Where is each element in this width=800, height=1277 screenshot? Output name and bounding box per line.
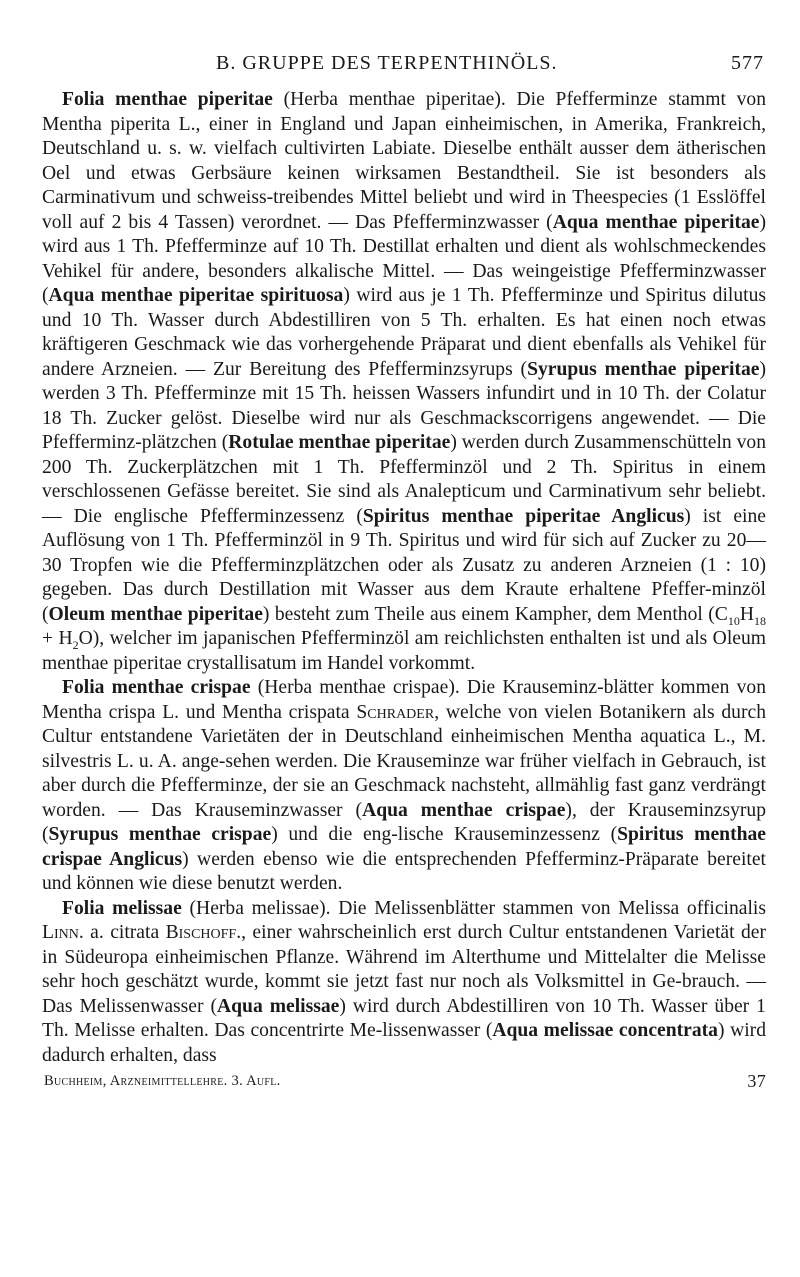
paragraph	[42, 897, 766, 1069]
text-run: ), der Krauseminzsyrup (	[42, 799, 766, 845]
text-run: ) werden ebenso wie die entsprechenden Pfefferminz-Präparate bereitet und können wie diese benutzt werden.	[42, 848, 766, 894]
page-number: 577	[731, 52, 764, 74]
text-run: (Herba menthae crispae). Die Krauseminz-blätter kommen von Mentha crispa L. und Mentha crispata	[42, 677, 766, 723]
paragraph	[42, 676, 766, 897]
bold-term: Oleum menthae piperitae	[48, 603, 263, 625]
author-name: Bischoff	[165, 922, 237, 943]
running-title: B. GRUPPE DES TERPENTHINÖLS.	[216, 52, 558, 74]
text-run: O), welcher im japanischen Pfefferminzöl am reichlichsten enthalten ist und als Oleum menthae piperitae crystallisatum im Handel vorkommt.	[42, 628, 767, 674]
text-run: , welche von vielen Botanikern als durch Cultur entstandene Varietäten der in Deutschland einheimischen Mentha aquatica L., M. silvestris L. u. A. ange-sehen werden. Die Krauseminze war früher vielfach in Gebrauch, ist aber durch die Pfefferminze, der sie an Geschmack nachsteht, allmählig fast ganz verdrängt worden. — Das Krauseminzwasser (	[42, 701, 766, 821]
text-run: ) wird dadurch erhalten, dass	[42, 1020, 766, 1066]
subscript: 10	[727, 613, 740, 628]
text-run: ) ist eine Auflösung von 1 Th. Pfefferminzöl in 9 Th. Spiritus und wird für sich auf Zucker zu 20—30 Tropfen wie die Pfefferminzplätzchen oder als Zusatz zu anderen Arzneien (1 : 10) gegeben. Das durch Destillation mit Wasser aus dem Kraute erhaltene Pfeffer-minzöl (	[42, 505, 766, 625]
bold-term: Rotulae menthae piperitae	[228, 432, 451, 453]
author-name: Schrader	[356, 701, 435, 723]
bold-term: Aqua menthae crispae	[362, 799, 566, 821]
running-header	[44, 52, 764, 82]
bold-term: Aqua melissae	[217, 995, 340, 1017]
author-name: Linn	[42, 922, 79, 943]
text-run: ., einer wahrscheinlich erst durch Cultur entstandenen Varietät der in Südeuropa einheimischen Pflanze. Während im Alterthume und Mittelalter die Melisse sehr hoch geschätzt wurde, kommt sie jetzt fast nur noch als Volksmittel in Ge-brauch. — Das Melissenwasser (	[42, 922, 766, 1017]
text-run: ) wird aus je 1 Th. Pfefferminze und Spiritus dilutus und 10 Th. Wasser durch Abdestilliren von 5 Th. erhalten. Es hat einen noch etwas kräftigeren Geschmack wie das vorhergehende Präparat und dient ebenfalls als Vehikel für andere Arzneien. — Zur Bereitung des Pfefferminzsyrups (	[42, 285, 767, 380]
text-run: (Herba menthae piperitae). Die Pfefferminze stammt von Mentha piperita L., einer in England und Japan einheimischen, in Amerika, Frankreich, Deutschland u. s. w. vielfach cultivirten Labiate. Dieselbe enthält ausser dem ätherischen Oel und etwas Gerbsäure keinen wirksamen Bestandtheil. Sie ist besonders als Carminativum und schweiss-treibendes Mittel beliebt und wird in Theespecies (1 Esslöffel voll auf 2 bis 4 Tassen) verordnet. — Das Pfefferminzwasser (	[42, 89, 767, 233]
text-run: ) besteht zum Theile aus einem Kampher, dem Menthol (C	[262, 603, 728, 625]
text-run: ) wird aus 1 Th. Pfefferminze auf 10 Th. Destillat erhalten und dient als wohlschmeckendes Vehikel für andere, besonders alkalische Mittel. — Das weingeistige Pfefferminzwasser (	[42, 211, 767, 306]
text-run: ) und die eng-lische Krauseminzessenz (	[271, 824, 618, 845]
bold-term: Folia melissae	[62, 897, 182, 919]
body-text	[42, 88, 766, 1068]
bold-term: Syrupus menthae piperitae	[527, 358, 760, 380]
text-run: (Herba melissae). Die Melissenblätter stammen von Melissa officinalis	[181, 897, 766, 919]
bold-term: Syrupus menthae crispae	[48, 824, 272, 845]
bold-term: Spiritus menthae piperitae Anglicus	[362, 505, 685, 527]
bold-term: Aqua melissae concentrata	[492, 1020, 718, 1041]
bold-term: Spiritus menthae crispae Anglicus	[42, 824, 766, 870]
footer	[44, 1073, 766, 1090]
paragraph	[42, 88, 766, 676]
bold-term: Folia menthae crispae	[62, 677, 251, 698]
signature-mark: 37	[747, 1071, 766, 1091]
text-run: ) werden 3 Th. Pfefferminze mit 15 Th. heissen Wassers infundirt und in 10 Th. der Colatur 18 Th. Zucker gelöst. Dieselbe wird nur als Geschmackscorrigens angewendet. — Die Pfefferminz-plätzchen (	[42, 358, 766, 453]
text-run: ) wird durch Abdestilliren von 10 Th. Wasser über 1 Th. Melisse erhalten. Das concentrirte Me-lissenwasser (	[42, 995, 766, 1041]
bold-term: Aqua menthae piperitae	[552, 211, 760, 233]
text-run: ) werden durch Zusammenschütteln von 200 Th. Zuckerplätzchen mit 1 Th. Pfefferminzöl und 2 Th. Spiritus in einem verschlossenen Gefässe bereitet. Sie sind als Analepticum und Carminativum sehr beliebt. — Die englische Pfefferminzessenz (	[42, 432, 766, 527]
subscript: 2	[72, 637, 79, 652]
bold-term: Folia menthae piperitae	[62, 89, 273, 110]
subscript: 18	[753, 613, 766, 628]
text-run: . a. citrata	[78, 922, 166, 943]
text-run: + H	[42, 628, 73, 649]
footer-source: Buchheim, Arzneimittellehre. 3. Aufl.	[44, 1073, 281, 1089]
text-run: H	[739, 603, 754, 625]
bold-term: Aqua menthae piperitae spirituosa	[48, 285, 344, 306]
